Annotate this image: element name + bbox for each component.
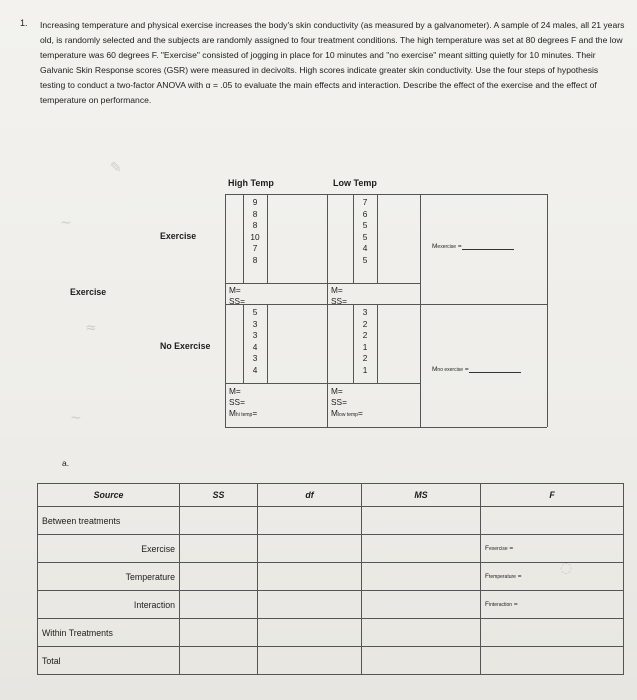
stats-divider (225, 283, 420, 284)
header-ms: MS (362, 484, 481, 507)
mean-label: M= (229, 386, 241, 396)
col-header-high-temp: High Temp (228, 178, 274, 188)
table-divider (225, 304, 547, 305)
stats-exercise-high (229, 285, 245, 307)
f-temperature[interactable]: Ftemperature = (481, 563, 624, 591)
f-exercise[interactable]: Fexercise = (481, 535, 624, 563)
header-f: F (481, 484, 624, 507)
question-number: 1. (20, 18, 28, 28)
ss-label: SS= (229, 296, 245, 306)
cell-ms[interactable] (362, 563, 481, 591)
answer-blank[interactable] (469, 364, 521, 373)
ss-label: SS= (331, 296, 347, 306)
source-total: Total (38, 647, 180, 675)
cell-ss[interactable] (180, 535, 258, 563)
scores-exercise-high: 9 8 8 10 7 8 (250, 197, 260, 265)
mean-low-temp-label: Mlow temp= (331, 408, 363, 418)
header-df: df (258, 484, 362, 507)
source-temperature: Temperature (38, 563, 180, 591)
cell-ss[interactable] (180, 619, 258, 647)
mean-label: M= (331, 285, 343, 295)
cell-f[interactable] (481, 619, 624, 647)
col-header-low-temp: Low Temp (333, 178, 377, 188)
problem-statement: Increasing temperature and physical exercise increases the body's skin conductivity (as measured by a galvanometer). A sample of 24 males, all 21 years old, is randomly selected and the subjects are randomly assigned to four treatment conditions. The high temperature was set at 80 degrees F and the low temperature was 60 degrees F. "Exercise" consisted of jogging in place for 10 minutes and "no exercise" meant sitting quietly for 10 minutes. Their Galvanic Skin Response scores (GSR) were measured in decivolts. High scores indicate greater skin conductivity. Use the four steps of hypothesis testing to conduct a two-factor ANOVA with α = .05 to evaluate the main effects and interaction. Describe the effect of the exercise and the effect of temperature on performance. (40, 20, 625, 105)
anova-row-total (38, 647, 624, 675)
cell-df[interactable] (258, 563, 362, 591)
mean-noexercise-marginal: Mno exercise = (432, 364, 521, 373)
table-border (547, 194, 548, 427)
bleed-through-mark: ≈ (85, 320, 97, 336)
cell-ms[interactable] (362, 535, 481, 563)
table-border (225, 427, 547, 428)
anova-row-interaction (38, 591, 624, 619)
source-within: Within Treatments (38, 619, 180, 647)
ss-label: SS= (331, 397, 347, 407)
bleed-through-mark: ∼ (60, 215, 72, 231)
scores-noexercise-low: 3 2 2 1 2 1 (362, 307, 368, 375)
stats-noexercise-high (229, 386, 257, 421)
anova-row-within (38, 619, 624, 647)
source-between: Between treatments (38, 507, 180, 535)
bleed-through-mark: ✎ (110, 160, 122, 176)
row-label-exercise: Exercise (160, 231, 197, 241)
header-ss: SS (180, 484, 258, 507)
answer-blank[interactable] (462, 241, 514, 250)
anova-row-between (38, 507, 624, 535)
scores-exercise-low: 7 6 5 5 4 5 (362, 197, 368, 265)
mean-exercise-marginal: Mexercise = (432, 241, 514, 250)
cell-df[interactable] (258, 507, 362, 535)
anova-row-temperature (38, 563, 624, 591)
anova-row-exercise (38, 535, 624, 563)
cell-df[interactable] (258, 535, 362, 563)
bleed-through-mark: ◌ (560, 560, 573, 576)
table-border (225, 194, 547, 195)
anova-summary-table (37, 483, 624, 675)
scores-noexercise-high: 5 3 3 4 3 4 (252, 307, 258, 375)
cell-df[interactable] (258, 591, 362, 619)
cell-df[interactable] (258, 647, 362, 675)
cell-f[interactable] (481, 507, 624, 535)
cell-ss[interactable] (180, 647, 258, 675)
part-label: a. (62, 458, 70, 468)
row-label-no-exercise: No Exercise (160, 341, 211, 351)
stats-noexercise-low (331, 386, 363, 421)
table-divider (420, 194, 421, 427)
anova-header-row (38, 484, 624, 507)
ss-label: SS= (229, 397, 245, 407)
cell-ss[interactable] (180, 507, 258, 535)
cell-ms[interactable] (362, 619, 481, 647)
stats-divider (225, 383, 420, 384)
source-exercise: Exercise (38, 535, 180, 563)
factor-label-exercise: Exercise (70, 287, 107, 297)
cell-f[interactable] (481, 647, 624, 675)
cell-df[interactable] (258, 619, 362, 647)
cell-ms[interactable] (362, 647, 481, 675)
source-interaction: Interaction (38, 591, 180, 619)
table-divider (327, 194, 328, 427)
mean-label: M= (331, 386, 343, 396)
mean-high-temp-label: Mhi temp= (229, 408, 258, 418)
bleed-through-mark: ∼ (70, 410, 82, 426)
mean-label: M= (229, 285, 241, 295)
header-source: Source (38, 484, 180, 507)
cell-ms[interactable] (362, 591, 481, 619)
cell-ss[interactable] (180, 591, 258, 619)
cell-ss[interactable] (180, 563, 258, 591)
stats-exercise-low (331, 285, 347, 307)
f-interaction[interactable]: Finteraction = (481, 591, 624, 619)
table-border (225, 194, 226, 427)
cell-ms[interactable] (362, 507, 481, 535)
